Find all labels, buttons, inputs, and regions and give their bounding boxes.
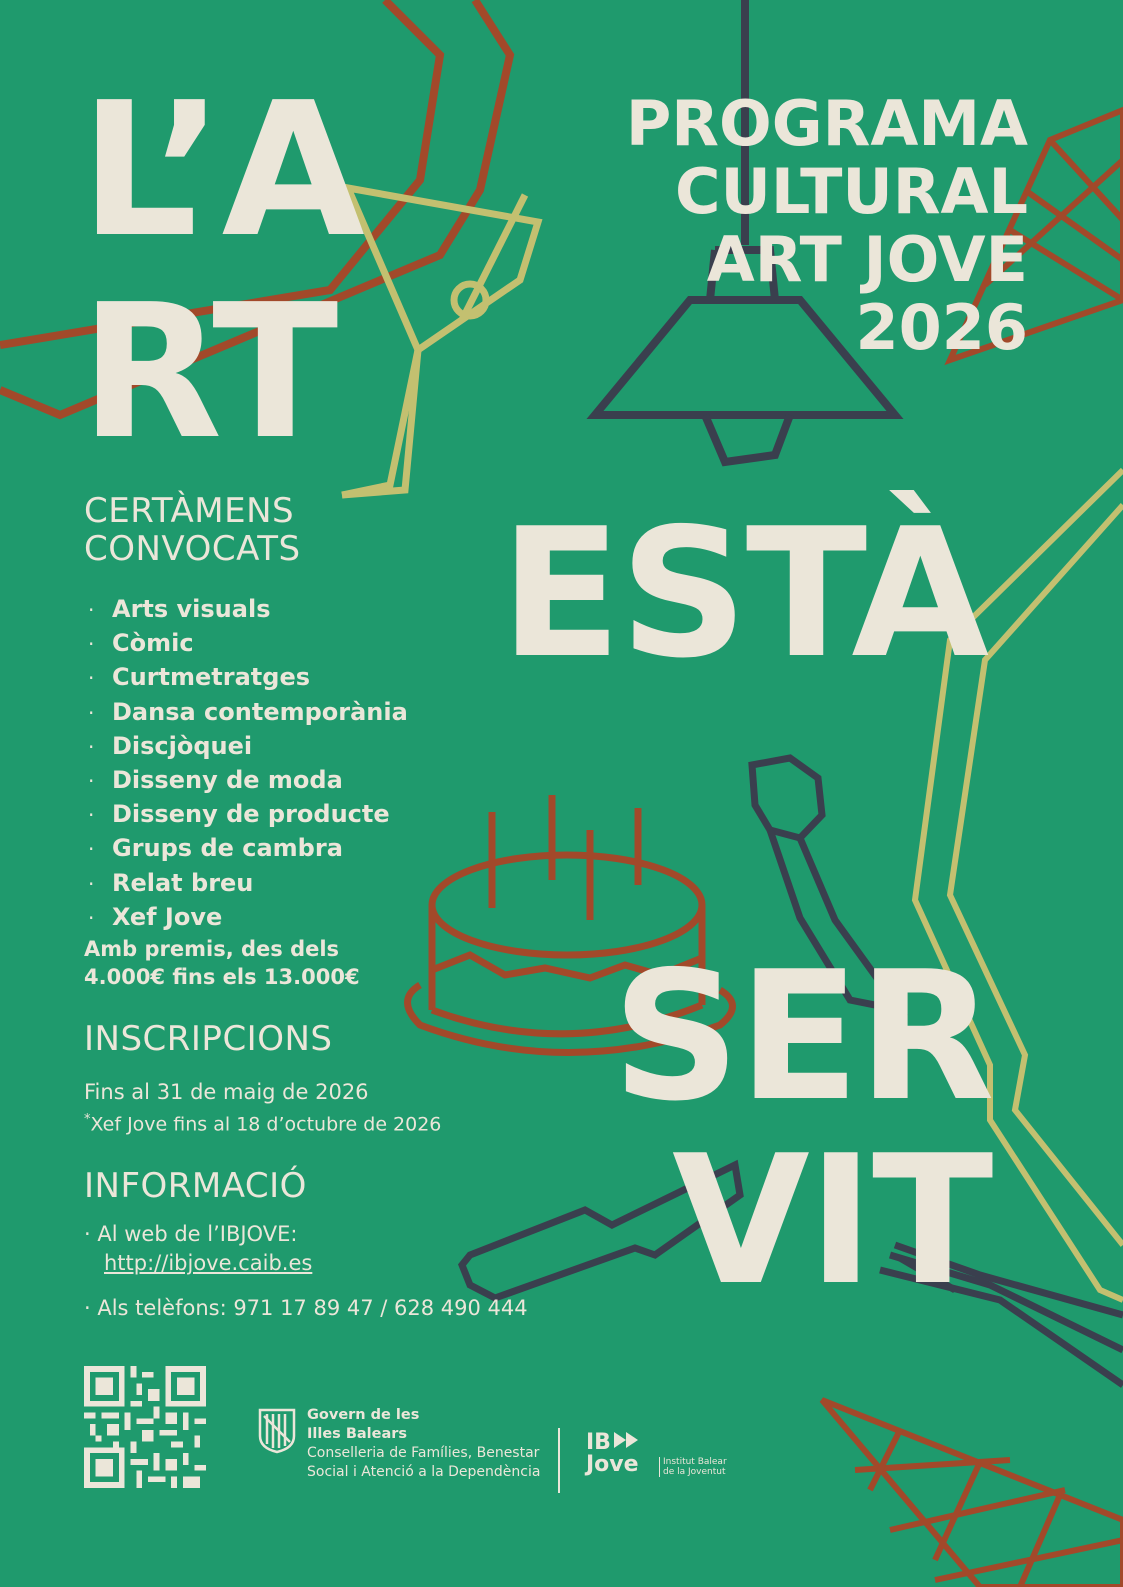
list-item — [88, 901, 408, 935]
ibjove-logo-ib: IB — [586, 1430, 611, 1455]
program-title-line: ART JOVE — [706, 223, 1028, 296]
program-title-line: 2026 — [855, 291, 1028, 364]
list-item — [88, 627, 408, 661]
inscripcions-deadline: Fins al 31 de maig de 2026 — [84, 1080, 369, 1104]
program-title-line: CULTURAL — [675, 155, 1028, 228]
bullet: · — [88, 769, 95, 794]
list-item — [88, 798, 408, 832]
headline-line-3: ESTÀ — [500, 490, 988, 697]
bullet: · — [88, 734, 95, 759]
certamens-heading-line-2: CONVOCATS — [84, 529, 301, 569]
bullet: · — [88, 700, 95, 725]
bullet: · — [88, 632, 95, 657]
list-item-label: Disseny de moda — [112, 766, 343, 795]
prize-line-2: 4.000€ fins els 13.000€ — [84, 965, 360, 989]
list-item — [88, 593, 408, 627]
list-item — [88, 867, 408, 901]
certamens-heading-line-1: CERTÀMENS — [84, 491, 295, 531]
note-mark: * — [84, 1112, 91, 1127]
inscripcions-note — [84, 1112, 441, 1135]
rust-triangle-bottom-right — [822, 1400, 1123, 1587]
ibjove-sub-line-2: de la Joventut — [663, 1467, 726, 1477]
balearic-shield-icon — [258, 1408, 296, 1454]
note-text: Xef Jove fins al 18 d’octubre de 2026 — [90, 1113, 442, 1136]
qr-code-icon — [84, 1366, 206, 1488]
list-item-label: Dansa contemporània — [112, 697, 408, 726]
ibjove-logo — [586, 1431, 641, 1476]
phones-text: · Als telèfons: 971 17 89 47 / 628 490 444 — [84, 1296, 528, 1320]
bullet: · — [88, 871, 95, 896]
inscripcions-heading: INSCRIPCIONS — [84, 1019, 333, 1059]
list-item — [88, 730, 408, 764]
gov-line-4: Social i Atenció a la Dependència — [307, 1464, 541, 1480]
prize-line-1: Amb premis, des dels — [84, 937, 340, 961]
headline-line-4: SER — [612, 933, 993, 1140]
gov-line-1: Govern de les — [307, 1407, 420, 1423]
certamens-list — [88, 593, 408, 935]
list-item-label: Curtmetratges — [112, 663, 311, 692]
footer-divider — [558, 1428, 560, 1493]
web-link[interactable]: http://ibjove.caib.es — [104, 1251, 313, 1275]
list-item-label: Còmic — [112, 629, 194, 658]
list-item-label: Grups de cambra — [112, 834, 343, 863]
cocktail-glass-icon — [342, 188, 538, 495]
list-item-label: Discjòquei — [112, 731, 253, 760]
list-item — [88, 696, 408, 730]
gov-line-3: Conselleria de Famílies, Benestar — [307, 1445, 540, 1461]
list-item-label: Relat breu — [112, 868, 254, 897]
informacio-heading: INFORMACIÓ — [84, 1166, 307, 1206]
bullet: · — [88, 905, 95, 930]
play-arrows-icon — [613, 1431, 641, 1449]
list-item-label: Xef Jove — [112, 902, 223, 931]
bullet: · — [88, 666, 95, 691]
list-item — [88, 832, 408, 866]
web-label: · Al web de l’IBJOVE: — [84, 1222, 298, 1246]
headline-line-1: L’A — [80, 62, 363, 278]
headline-line-2: RT — [80, 264, 337, 480]
list-item-label: Disseny de producte — [112, 800, 390, 829]
list-item-label: Arts visuals — [112, 595, 271, 623]
government-logo-text — [307, 1406, 540, 1482]
list-item — [88, 764, 408, 798]
bullet: · — [88, 598, 95, 622]
program-title — [625, 87, 1028, 364]
ibjove-logo-jove: Jove — [586, 1452, 639, 1477]
prize-text — [84, 935, 360, 991]
program-title-line: PROGRAMA — [625, 87, 1028, 160]
ibjove-sub-line-1: Institut Balear — [663, 1457, 727, 1467]
ibjove-subtitle — [659, 1457, 727, 1477]
list-item — [88, 661, 408, 695]
bullet: · — [88, 803, 95, 828]
gov-line-2: Illes Balears — [307, 1426, 408, 1442]
certamens-heading — [84, 492, 301, 568]
headline-line-5: VIT — [672, 1117, 992, 1324]
bullet: · — [88, 837, 95, 862]
